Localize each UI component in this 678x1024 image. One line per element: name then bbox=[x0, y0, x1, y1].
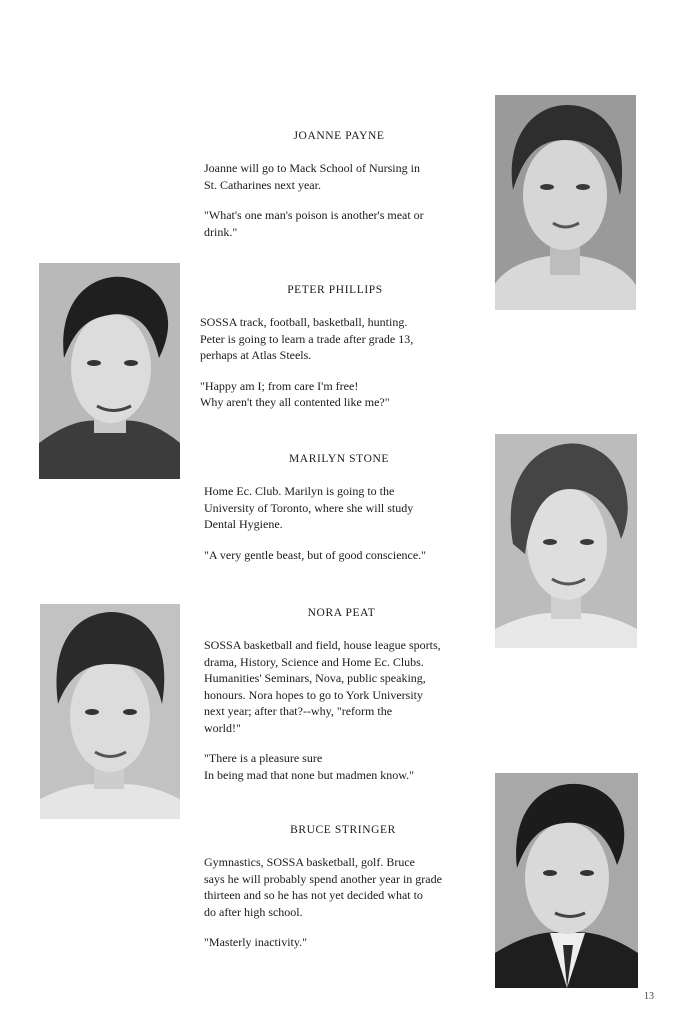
page-number: 13 bbox=[644, 991, 654, 1002]
student-entry-peter-phillips bbox=[200, 284, 470, 411]
student-bio: Joanne will go to Mack School of Nursing in St. Catharines next year. bbox=[204, 161, 420, 192]
student-quote: "What's one man's poison is another's meat or drink." bbox=[204, 208, 424, 239]
student-name: BRUCE STRINGER bbox=[290, 824, 396, 836]
student-bio: SOSSA basketball and field, house league sports, drama, History, Science and Home Ec. Clubs. Humanities' Seminars, Nova, public speaking, honours. Nora hopes to go to York University next year; after that?--why, "reform the world!" bbox=[204, 638, 441, 735]
student-bio: SOSSA track, football, basketball, hunting. Peter is going to learn a trade after grade 13, perhaps at Atlas Steels. bbox=[200, 315, 414, 362]
student-entry-bruce-stringer bbox=[204, 824, 482, 951]
photo-marilyn-stone bbox=[495, 434, 637, 648]
photo-bruce-stringer bbox=[495, 773, 638, 988]
photo-nora-peat bbox=[40, 604, 180, 819]
student-name: JOANNE PAYNE bbox=[293, 130, 385, 142]
student-name: PETER PHILLIPS bbox=[287, 284, 383, 296]
student-quote: "There is a pleasure sure In being mad that none but madmen know." bbox=[204, 751, 415, 782]
student-entry-nora-peat bbox=[204, 607, 479, 783]
student-name: MARILYN STONE bbox=[288, 453, 390, 465]
student-entry-joanne-payne bbox=[204, 130, 474, 240]
photo-peter-phillips bbox=[39, 263, 180, 479]
student-bio: Gymnastics, SOSSA basketball, golf. Bruce says he will probably spend another year in grade thirteen and so he has not yet decided what to do after high school. bbox=[204, 855, 442, 919]
student-bio: Home Ec. Club. Marilyn is going to the University of Toronto, where she will study Dental Hygiene. bbox=[204, 484, 414, 531]
student-name: NORA PEAT bbox=[307, 607, 376, 619]
photo-joanne-payne bbox=[495, 95, 636, 310]
student-entry-marilyn-stone bbox=[204, 453, 474, 563]
student-quote: "A very gentle beast, but of good conscience." bbox=[204, 547, 427, 562]
student-quote: "Masterly inactivity." bbox=[204, 935, 307, 949]
student-quote: "Happy am I; from care I'm free! Why aren't they all contented like me?" bbox=[200, 378, 390, 409]
